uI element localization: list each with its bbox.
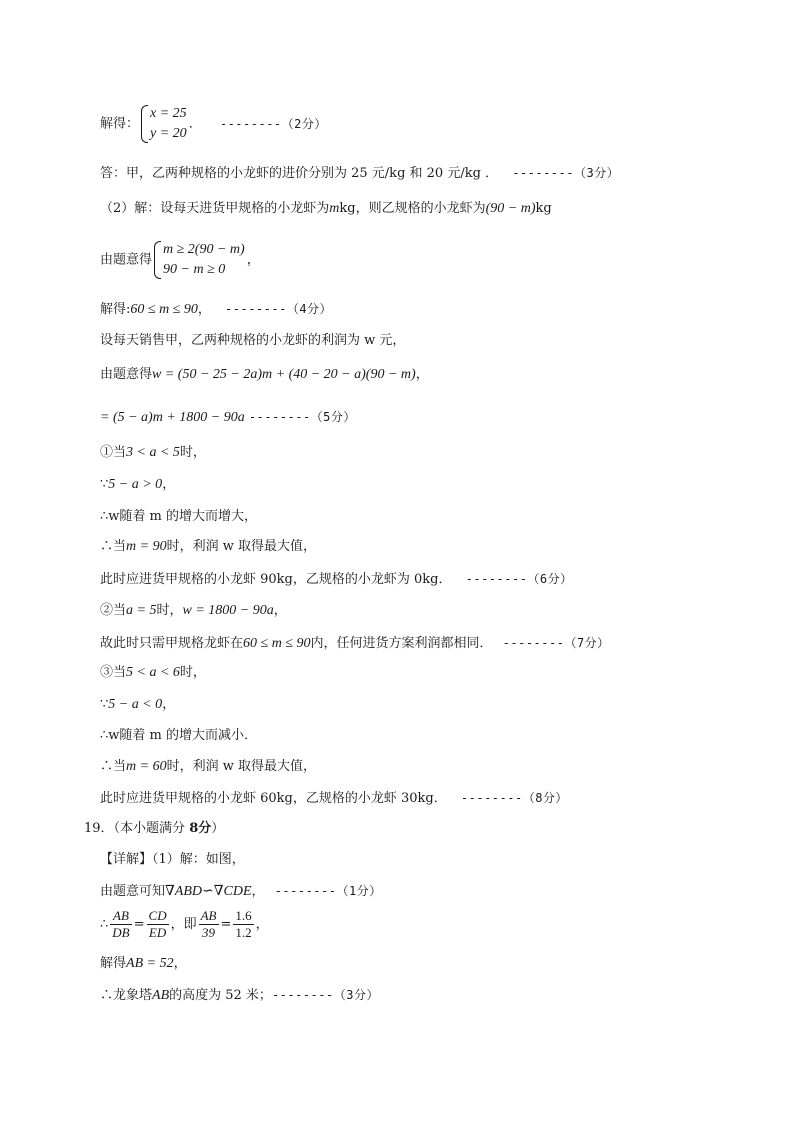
solution-line-2: [100, 300, 332, 319]
inequality: m ≥ 2(90 − m): [163, 242, 245, 257]
numerator: 1.6: [235, 908, 252, 923]
text: ，: [173, 956, 187, 971]
text: =: [220, 917, 232, 932]
part2-intro: [100, 200, 552, 218]
inequality-system-line: [100, 240, 260, 280]
math: w = (50 − 25 − 2a)m + (40 − 20 − a)(90 − m): [152, 367, 416, 382]
question-19-heading: [84, 820, 224, 838]
text: 此时应进货甲规格的小龙虾 90kg，乙规格的小龙虾为 0kg．: [100, 572, 452, 587]
math: 60 ≤ m ≤ 90: [243, 636, 311, 651]
text: ∵: [100, 477, 109, 492]
math: m = 60: [126, 759, 167, 774]
q19-detail-intro: [100, 851, 245, 869]
denominator: ED: [148, 925, 167, 940]
text: 答：甲，乙两种规格的小龙虾的进价分别为 25 元/kg 和 20 元/kg ．: [100, 166, 499, 181]
denominator: DB: [112, 925, 130, 940]
score-marker: --------（5分）: [248, 410, 356, 424]
text: kg，则乙规格的小龙虾为: [339, 201, 486, 216]
numerator: AB: [110, 908, 131, 925]
text: 由题意得: [100, 252, 153, 268]
text: 时，利润 w 取得最大值，: [166, 759, 316, 774]
math: 3 < a < 5: [126, 445, 180, 460]
text: ∴w随着 m 的增大而减小．: [100, 728, 257, 743]
text: ②当: [100, 603, 127, 618]
text: 内，任何进货方案利润都相同．: [310, 636, 493, 651]
fraction: [233, 908, 253, 941]
numerator: AB: [200, 908, 217, 923]
text: ，: [162, 697, 176, 712]
text: 设每天销售甲，乙两种规格的小龙虾的利润为 w 元，: [100, 333, 406, 348]
math: m = 90: [126, 539, 167, 554]
text: ，: [246, 252, 260, 268]
case1-condition: [100, 444, 206, 462]
score-marker: --------（1分）: [274, 884, 382, 898]
case2-result: [100, 634, 610, 653]
math: 5 − a < 0: [108, 697, 163, 712]
text: 【详解】（1）解：如图，: [100, 852, 245, 867]
text: 时，: [179, 445, 206, 460]
text: 解得：: [100, 116, 140, 132]
math: ∇ABD∽∇CDE: [165, 884, 252, 899]
text: 时，: [156, 603, 183, 618]
equation: x = 25: [150, 106, 187, 121]
score-marker: --------（6分）: [465, 572, 573, 586]
text: ，: [251, 884, 265, 899]
q19-solve: [100, 955, 187, 973]
text: ③当: [100, 665, 127, 680]
fraction: [147, 908, 169, 941]
score-marker: --------（7分）: [502, 636, 610, 650]
text: ，即: [170, 917, 197, 932]
text: 19．（本小题满分: [84, 821, 190, 836]
score-marker: --------（4分）: [225, 302, 333, 316]
case3-because: [100, 696, 175, 714]
case1-because: [100, 476, 175, 494]
score-marker: --------（8分）: [460, 791, 568, 805]
text: 解得: [100, 956, 127, 971]
math: = (5 − a)m + 1800 − 90a: [100, 410, 245, 425]
text: ①当: [100, 445, 127, 460]
text: ∴龙象塔: [100, 988, 153, 1003]
math: 5 < a < 6: [126, 665, 180, 680]
denominator: 1.2: [235, 925, 252, 940]
q19-conclusion: [100, 986, 379, 1005]
numerator: CD: [148, 908, 167, 923]
profit-equation: [100, 366, 429, 384]
equation: y = 20: [150, 126, 187, 141]
case3-result: [100, 789, 568, 808]
text: 解得:: [100, 302, 131, 317]
answer-line: [100, 164, 619, 183]
math: m: [329, 201, 340, 216]
case3-max: [100, 758, 316, 776]
text: ）: [211, 821, 225, 836]
inequality: 90 − m ≥ 0: [163, 262, 226, 277]
text: ∵: [100, 697, 109, 712]
text: ∴: [100, 917, 109, 932]
text: 8分: [189, 821, 212, 836]
case1-max: [100, 538, 316, 556]
score-marker: --------（3分）: [512, 166, 620, 180]
text: 故此时只需甲规格龙虾在: [100, 636, 244, 651]
score-marker: --------（3分）: [271, 988, 379, 1002]
inequality-system: [154, 240, 245, 280]
math: AB = 52: [126, 956, 174, 971]
text: ，: [255, 917, 269, 932]
math: (90 − m): [485, 201, 536, 216]
text: ∴当: [100, 539, 127, 554]
text: ．: [188, 116, 202, 132]
text: 时，利润 w 取得最大值，: [166, 539, 316, 554]
text: 的高度为 52 米；: [169, 988, 272, 1003]
math: w = 1800 − 90a: [182, 603, 274, 618]
text: 由题意得: [100, 367, 153, 382]
q19-proportion: [100, 908, 269, 941]
denominator: 39: [202, 925, 216, 940]
q19-similarity: [100, 882, 382, 901]
math: AB: [152, 988, 170, 1003]
fraction: [199, 908, 219, 941]
case3-decreasing: [100, 727, 257, 745]
fraction: [110, 908, 131, 941]
text: kg: [535, 201, 552, 216]
text: 此时应进货甲规格的小龙虾 60kg，乙规格的小龙虾 30kg．: [100, 791, 447, 806]
solution-line-1: [100, 104, 327, 144]
equation-system: [141, 104, 187, 144]
case2-condition: [100, 602, 287, 620]
text: ，: [197, 302, 211, 317]
text: =: [133, 917, 145, 932]
profit-intro: [100, 332, 405, 350]
text: ∴w随着 m 的增大而增大，: [100, 509, 257, 524]
profit-simplified: [100, 408, 356, 427]
text: 由题意可知: [100, 884, 166, 899]
math: 60 ≤ m ≤ 90: [130, 302, 198, 317]
text: （2）解：设每天进货甲规格的小龙虾为: [100, 201, 330, 216]
case3-condition: [100, 664, 206, 682]
math: 5 − a > 0: [108, 477, 163, 492]
text: ，: [162, 477, 176, 492]
text: ，: [415, 367, 429, 382]
case1-increasing: [100, 508, 257, 526]
text: ，: [273, 603, 287, 618]
score-marker: --------（2分）: [219, 116, 327, 131]
text: 时，: [179, 665, 206, 680]
text: ∴当: [100, 759, 127, 774]
case1-result: [100, 570, 573, 589]
math: a = 5: [126, 603, 157, 618]
